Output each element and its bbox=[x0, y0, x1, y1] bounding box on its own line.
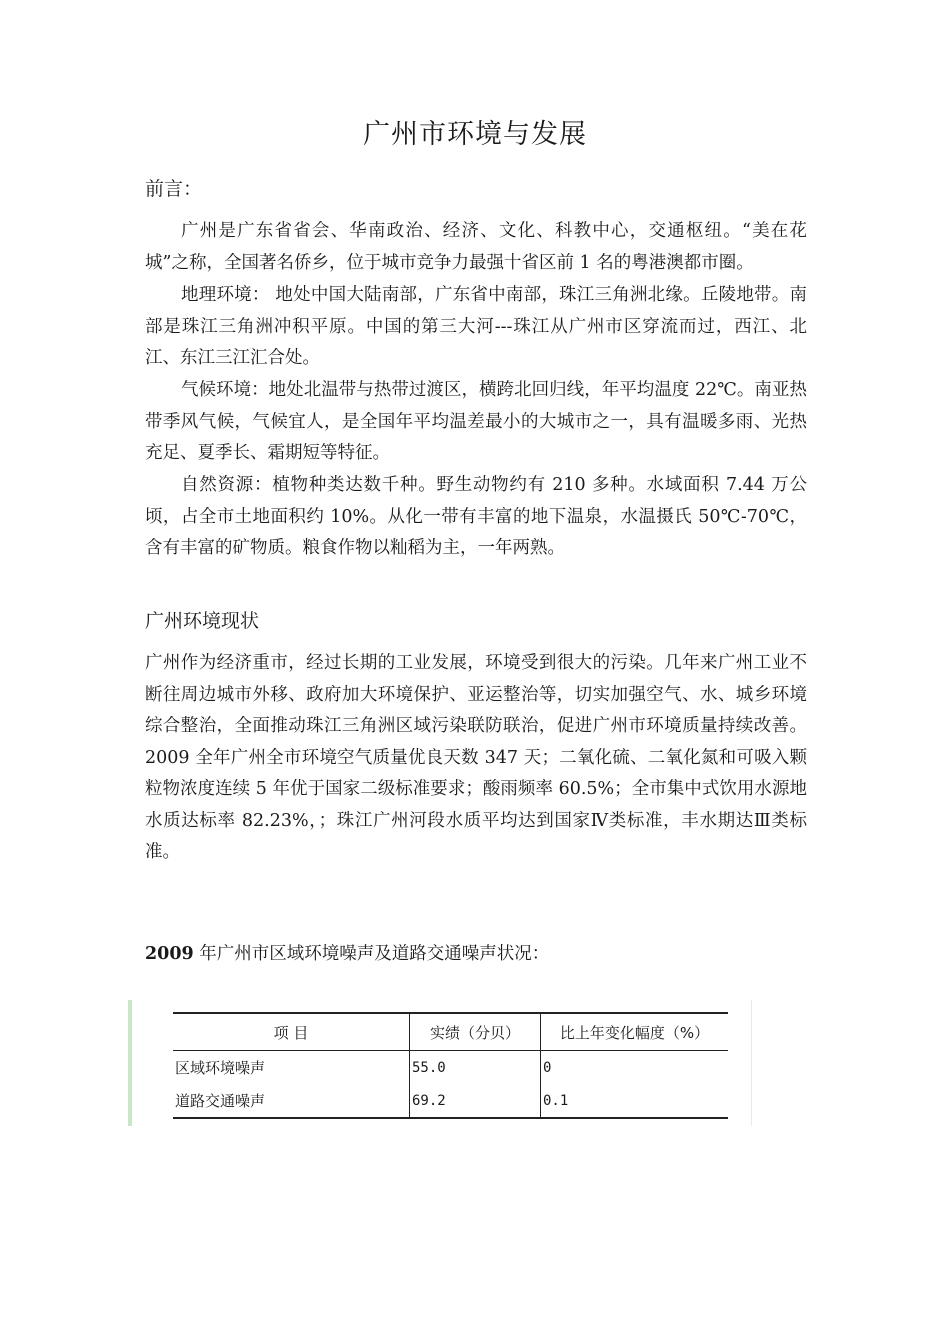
status-paragraph: 广州作为经济重市，经过长期的工业发展，环境受到很大的污染。几年来广州工业不断往周边城市外移、政府加大环境保护、亚运整治等，切实加强空气、水、城乡环境综合整治，全面推动珠江三角洲区域污染联防联治，促进广州市环境质量持续改善。2009 全年广州全市环境空气质量优良天数 347 天；二氧化硫、二氧化氮和可吸入颗粒物浓度连续 5 年优于国家二级标准要求；酸雨频率 60.5%；全市集中式饮用水源地水质达标率 82.23%，；珠江广州河段水质平均达到国家Ⅳ类标准，丰水期达Ⅲ类标准。 bbox=[145, 653, 807, 862]
table-header-row bbox=[173, 1013, 728, 1051]
table-cell-item: 道路交通噪声 bbox=[173, 1084, 410, 1118]
preface-paragraph-climate: 气候环境：地处北温带与热带过渡区，横跨北回归线，年平均温度 22℃。南亚热带季风气候，气候宜人，是全国年平均温差最小的大城市之一，具有温暖多雨、光热充足、夏季长、霜期短等特征。 bbox=[145, 380, 807, 463]
preface-paragraph-resources: 自然资源：植物种类达数千种。野生动物约有 210 多种。水域面积 7.44 万公顷，占全市土地面积约 10%。从化一带有丰富的地下温泉，水温摄氏 50℃-70℃，含有丰富的矿物质。粮食作物以籼稻为主，一年两熟。 bbox=[145, 475, 807, 558]
preface-paragraph-geography: 地理环境： 地处中国大陆南部，广东省中南部，珠江三角洲北缘。丘陵地带。南部是珠江三角洲冲积平原。中国的第三大河---珠江从广州市区穿流而过，西江、北江、东江三江汇合处。 bbox=[145, 285, 807, 368]
table-cell-value: 69.2 bbox=[410, 1084, 541, 1118]
table-row bbox=[173, 1084, 728, 1118]
table-header-change: 比上年变化幅度（%） bbox=[541, 1013, 729, 1051]
table-header-item: 项 目 bbox=[173, 1013, 410, 1051]
noise-table bbox=[173, 1012, 728, 1119]
table-caption-year: 2009 bbox=[145, 944, 194, 964]
preface-heading: 前言： bbox=[145, 178, 203, 200]
table-header-value: 实绩（分贝） bbox=[410, 1013, 541, 1051]
table-cell-change: 0.1 bbox=[541, 1084, 729, 1118]
table-cell-value: 55.0 bbox=[410, 1051, 541, 1085]
status-heading: 广州环境现状 bbox=[145, 610, 260, 632]
table-row bbox=[173, 1051, 728, 1085]
table-cell-change: 0 bbox=[541, 1051, 729, 1085]
table-caption bbox=[145, 940, 549, 965]
table-cell-item: 区域环境噪声 bbox=[175, 1059, 266, 1077]
preface-paragraph-intro: 广州是广东省省会、华南政治、经济、文化、科教中心，交通枢纽。“美在花城”之称，全国著名侨乡，位于城市竞争力最强十省区前 1 名的粤港澳都市圈。 bbox=[145, 221, 807, 273]
page-title: 广州市环境与发展 bbox=[363, 119, 587, 150]
table-caption-text: 年广州市区域环境噪声及道路交通噪声状况： bbox=[193, 944, 550, 964]
